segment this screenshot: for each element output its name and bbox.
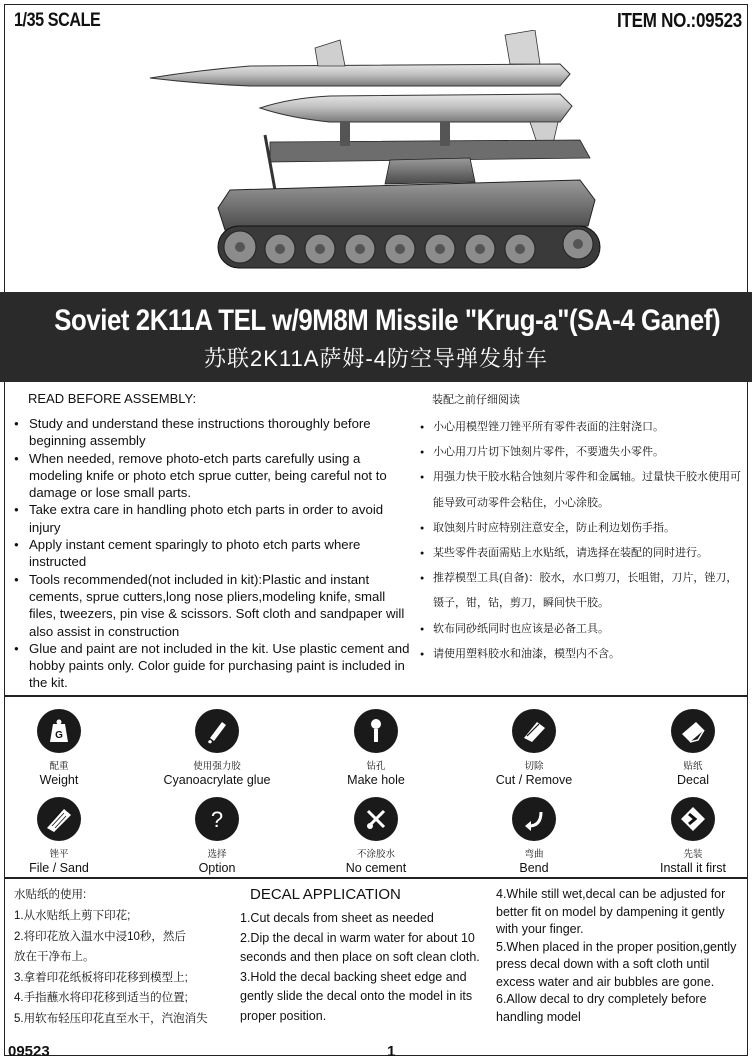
svg-text:G: G xyxy=(55,730,63,741)
title-chinese: 苏联2K11A萨姆-4防空导弹发射车 xyxy=(204,346,548,371)
decal-heading: DECAL APPLICATION xyxy=(250,886,401,903)
scale-label: 1/35 SCALE xyxy=(14,10,101,31)
decal-line: seconds and then place on soft clean cloth. xyxy=(240,950,480,964)
legend-decal: 贴纸 Decal xyxy=(618,709,752,787)
file-sand-icon xyxy=(37,797,81,841)
decal-line: 2.将印花放入温水中浸10秒，然后 xyxy=(14,930,186,943)
missile-upper xyxy=(150,64,570,86)
vehicle-illustration xyxy=(140,30,610,280)
list-item: ● 推荐模型工具(自备)：胶水，水口剪刀，长咀钳，刀片，锉刀，镊子，钳，钻，剪刀，瞬间快干胶。 xyxy=(420,566,742,616)
legend-bend: 弯曲 Bend xyxy=(459,797,609,875)
read-before-list-cn xyxy=(420,415,742,667)
weight-icon xyxy=(37,709,81,753)
svg-text:?: ? xyxy=(210,807,224,832)
footer-item-code: 09523 xyxy=(8,1043,50,1060)
list-item: ● 用强力快干胶水粘合蚀刻片零件和金属轴。过量快干胶水使用可能导致可动零件会粘住，小心涂胶。 xyxy=(420,465,742,515)
list-item: ● Take extra care in handling photo etch parts in order to avoid injury xyxy=(14,501,414,536)
decal-instructions-cn xyxy=(14,886,246,1029)
legend-make-hole: 钻孔 Make hole xyxy=(301,709,451,787)
legend-weight: G 配重 Weight xyxy=(0,709,134,787)
legend-file-sand: 锉平 File / Sand xyxy=(0,797,134,875)
list-item: ● 小心用模型锉刀锉平所有零件表面的注射浇口。 xyxy=(420,415,742,440)
make-hole-icon xyxy=(354,709,398,753)
list-item: ● 某些零件表面需贴上水贴纸，请选择在装配的同时进行。 xyxy=(420,541,742,566)
title-english: Soviet 2K11A TEL w/9M8M Missile "Krug-a"(SA-4 Ganef) xyxy=(54,304,721,337)
list-item: ● Study and understand these instructions thoroughly before beginning assembly xyxy=(14,415,414,450)
list-item: ● 软布同砂纸同时也应该是必备工具。 xyxy=(420,617,742,642)
decal-line: 3.拿着印花纸板将印花移到模型上; xyxy=(14,971,188,984)
decal-line: excess water and air bubbles are gone. xyxy=(496,974,715,989)
divider xyxy=(4,695,748,697)
read-before-heading: READ BEFORE ASSEMBLY: xyxy=(28,391,197,406)
decal-line: 3.Hold the decal backing sheet edge and xyxy=(240,969,467,984)
list-item: ● 小心用刀片切下蚀刻片零件，不要遗失小零件。 xyxy=(420,440,742,465)
list-item: ● 请使用塑料胶水和油漆，模型内不含。 xyxy=(420,642,742,667)
title-band xyxy=(0,292,752,382)
decal-line: with your finger. xyxy=(496,922,584,936)
divider xyxy=(4,877,748,879)
decal-line: 2.Dip the decal in warm water for about 10 xyxy=(240,930,475,945)
item-number: ITEM NO.:09523 xyxy=(617,10,742,32)
bend-icon xyxy=(512,797,556,841)
list-item: ● 取蚀刻片时应特别注意安全，防止利边划伤手指。 xyxy=(420,516,742,541)
read-before-heading-cn: 装配之前仔细阅读 xyxy=(432,394,520,406)
decal-line: press decal down with a soft cloth until xyxy=(496,957,710,971)
decal-line: 1.Cut decals from sheet as needed xyxy=(240,911,434,925)
legend-install-first: 先装 Install it first xyxy=(618,797,752,875)
legend-cut-remove: 切除 Cut / Remove xyxy=(459,709,609,787)
decal-line: better fit on model by dampening it gently xyxy=(496,904,725,919)
no-cement-icon xyxy=(354,797,398,841)
read-before-list xyxy=(14,415,414,692)
list-item: ● Tools recommended(not included in kit):Plastic and instant cements, sprue cutters,long nose pliers,modeling knife, small files, tweezers, pin vise & scissors. Soft cloth and sandpaper will also assist in construction xyxy=(14,571,414,640)
decal-instructions-en xyxy=(240,886,498,1026)
list-item: ● Apply instant cement sparingly to photo etch parts where instructed xyxy=(14,536,414,571)
legend-no-cement: 不涂胶水 No cement xyxy=(301,797,451,875)
cyanoacrylate-glue-icon xyxy=(195,709,239,753)
decal-line: 5.用软布轻压印花直至水干，汽泡消失 xyxy=(14,1012,208,1025)
decal-line: handling model xyxy=(496,1009,581,1024)
decal-heading-cn: 水贴纸的使用: xyxy=(14,889,87,901)
decal-instructions-en-continued xyxy=(496,886,746,1026)
decal-line: proper position. xyxy=(240,1008,327,1023)
list-item: ● Glue and paint are not included in the kit. Use plastic cement and hobby paints only. Color guide for purchasing paint is included in the kit. xyxy=(14,640,414,692)
legend-option: ? 选择 Option xyxy=(142,797,292,875)
decal-line: 5.When placed in the proper position,gently xyxy=(496,939,737,954)
decal-icon xyxy=(671,709,715,753)
decal-line: 放在干净布上。 xyxy=(14,951,95,963)
option-icon xyxy=(195,797,239,841)
install-first-icon xyxy=(671,797,715,841)
page-number: 1 xyxy=(387,1043,396,1060)
cut-remove-icon xyxy=(512,709,556,753)
decal-line: 6.Allow decal to dry completely before xyxy=(496,992,707,1006)
decal-line: 4.手指蘸水将印花移到适当的位置; xyxy=(14,992,188,1004)
list-item: ● When needed, remove photo-etch parts carefully using a modeling knife or photo etch sprue cutter, being careful not to damage or lose small parts. xyxy=(14,450,414,502)
decal-line: 1.从水贴纸上剪下印花; xyxy=(14,910,131,922)
missile-lower xyxy=(260,94,572,122)
decal-line: 4.While still wet,decal can be adjusted for xyxy=(496,887,726,901)
legend-cyanoacrylate: 使用强力胶 Cyanoacrylate glue xyxy=(142,709,292,787)
decal-line: gently slide the decal onto the model in its xyxy=(240,989,473,1003)
